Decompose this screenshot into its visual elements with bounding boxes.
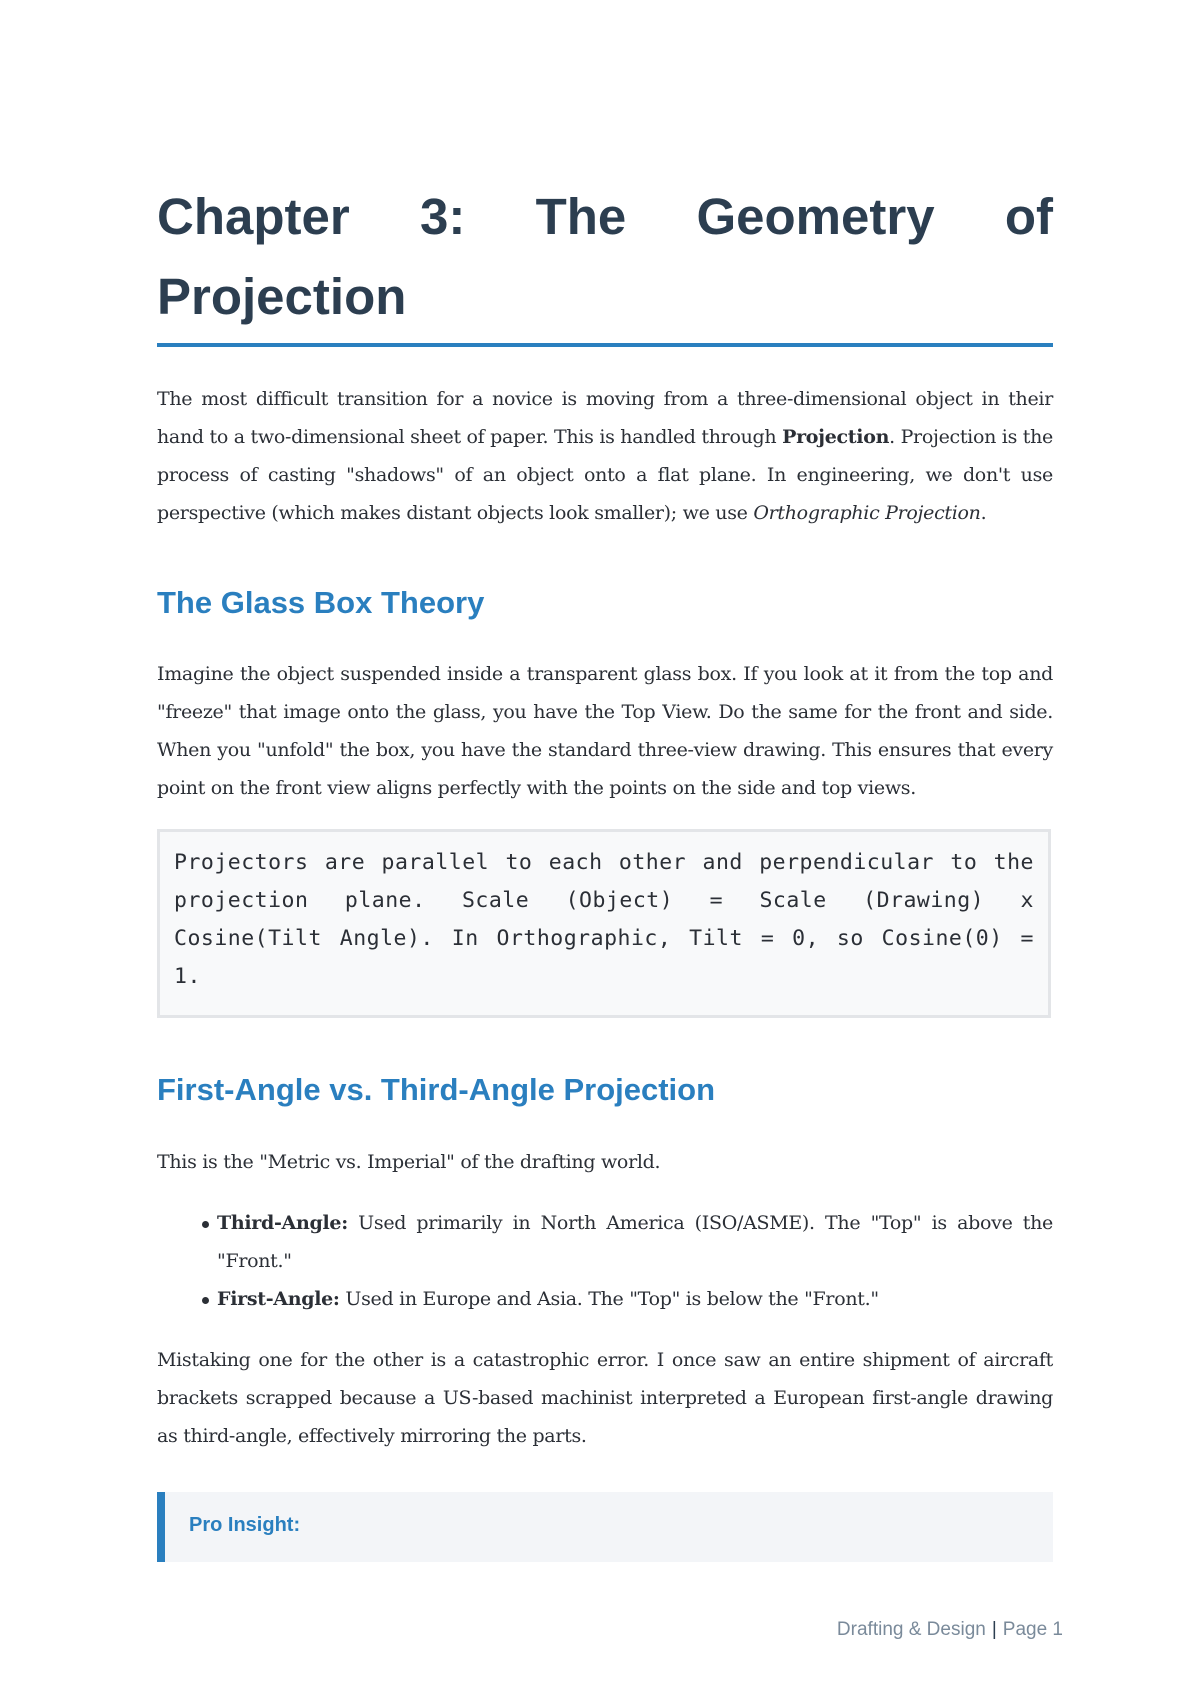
glass-box-paragraph: Imagine the object suspended inside a transparent glass box. If you look at it from the top and "freeze" that image onto the glass, you have the Top View. Do the same for the front and side. When you "unfold" the box, you have the standard three-view drawing. This ensures that every point on the front view aligns perfectly with the points on the side and top views.: [157, 663, 1053, 799]
footer-document-title: Drafting & Design: [836, 1619, 986, 1640]
list-item-term: Third-Angle:: [217, 1212, 348, 1234]
intro-text-2: . Projection is the process of casting "shadows" of an object onto a flat plane. In engineering, we don't use perspective (which makes distant objects look smaller); we use: [157, 426, 1053, 524]
list-item: [157, 1204, 1053, 1280]
list-item-text: Used primarily in North America (ISO/ASME). The "Top" is above the "Front.": [217, 1212, 1053, 1272]
page-footer: [837, 1619, 1063, 1641]
glass-box-section: [157, 655, 1053, 807]
bullet-icon: [202, 1221, 209, 1228]
pro-insight-callout: [157, 1492, 1053, 1562]
formula-code-block: Projectors are parallel to each other and perpendicular to the projection plane. Scale (Object) = Scale (Drawing) x Cosine(Tilt Angle). In Orthographic, Tilt = 0, so Cosine(0) = 1.: [157, 829, 1051, 1018]
section-heading-glass-box: The Glass Box Theory: [157, 585, 485, 620]
section-heading-projection-angles: First-Angle vs. Third-Angle Projection: [157, 1072, 716, 1107]
intro-paragraph: [157, 380, 1053, 532]
footer-page-number: Page 1: [1002, 1619, 1063, 1640]
list-item-text: Used in Europe and Asia. The "Top" is below the "Front.": [339, 1288, 879, 1310]
intro-text-3: .: [980, 502, 987, 524]
intro-section: [157, 380, 1053, 532]
bullet-icon: [202, 1297, 209, 1304]
list-item: [157, 1280, 1053, 1318]
projection-angles-section: [157, 1143, 1053, 1455]
pro-insight-label: Pro Insight:: [189, 1514, 301, 1536]
intro-bold-term: Projection: [782, 426, 890, 448]
chapter-title: Chapter 3: The Geometry of Projection: [157, 188, 1053, 325]
projection-angles-paragraph: Mistaking one for the other is a catastrophic error. I once saw an entire shipment of aircraft brackets scrapped because a US-based machinist interpreted a European first-angle drawing as third-angle, effectively mirroring the parts.: [157, 1349, 1053, 1447]
footer-separator: |: [991, 1619, 997, 1640]
intro-text-1: The most difficult transition for a novice is moving from a three-dimensional object in their hand to a two-dimensional sheet of paper. This is handled through: [157, 388, 1053, 448]
title-divider: [157, 343, 1053, 347]
projection-angles-intro: This is the "Metric vs. Imperial" of the drafting world.: [157, 1151, 661, 1173]
projection-angles-list: [157, 1204, 1053, 1318]
intro-italic-term: Orthographic Projection: [753, 502, 981, 524]
list-item-term: First-Angle:: [217, 1288, 340, 1310]
